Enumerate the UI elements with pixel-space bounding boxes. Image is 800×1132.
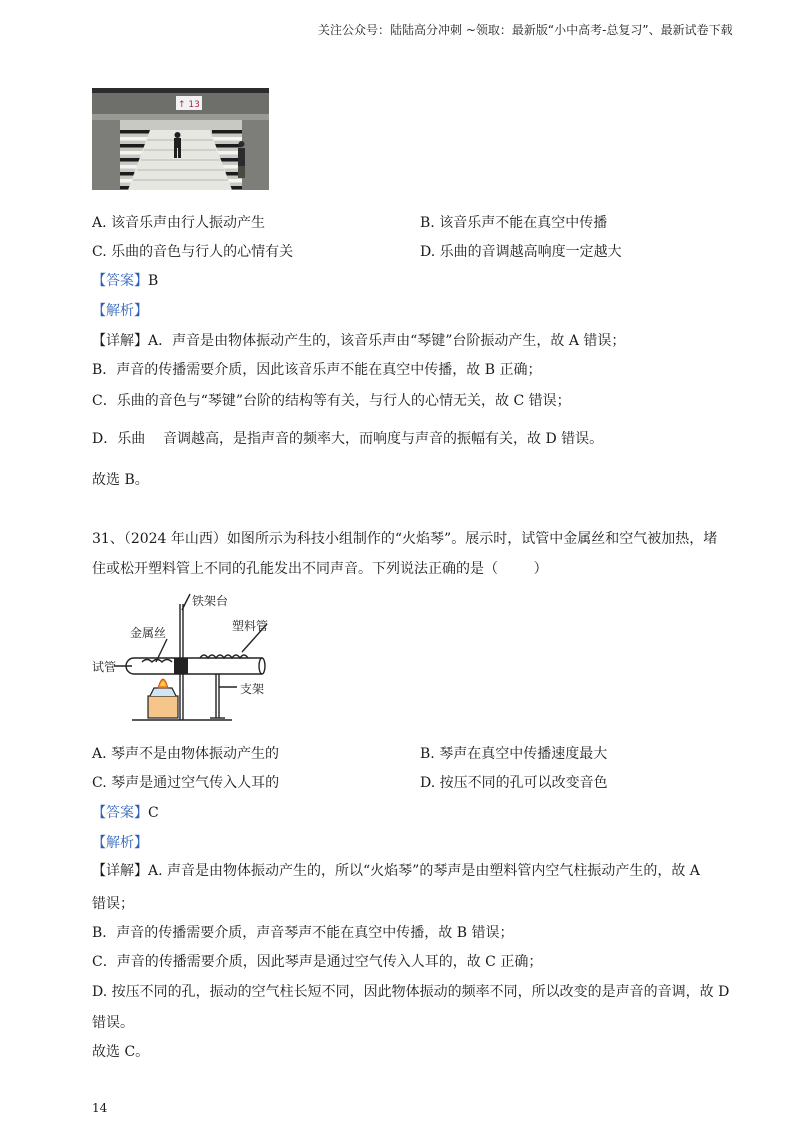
q30-answer-tag: 【答案】 (92, 273, 148, 289)
q31-option-c: C. 琴声是通过空气传入人耳的 (92, 775, 280, 791)
flame-harp-diagram (92, 592, 282, 724)
q31-analysis-tag: 【解析】 (92, 835, 148, 851)
q31-detail-b: B．声音的传播需要介质，声音琴声不能在真空中传播，故 B 错误； (92, 925, 514, 941)
piano-stair-stripe (212, 144, 242, 148)
page-header: 关注公众号：陆陆高分冲刺 ~领取：最新版“小中高考-总复习”、最新试卷下载 (318, 23, 733, 37)
q31-detail-d-2: 错误。 (92, 1015, 134, 1031)
piano-stair-stripe (120, 130, 150, 134)
q30-answer-value: B (148, 273, 159, 289)
q31-answer-tag: 【答案】 (92, 805, 148, 821)
q31-conclusion: 故选 C。 (92, 1044, 150, 1060)
q31-detail-a-text: A. 声音是由物体振动产生的，所以“火焰琴”的琴声是由塑料管内空气柱振动产生的，故 A (148, 863, 700, 879)
q30-conclusion: 故选 B。 (92, 472, 149, 488)
label-metal-wire: 金属丝 (130, 626, 167, 640)
label-plastic-pipe: 塑料管 (232, 619, 269, 633)
q31-detail-c: C．声音的传播需要介质，因此琴声是通过空气传入人耳的，故 C 正确； (92, 954, 543, 970)
q30-option-d: D. 乐曲的音调越高响度一定越大 (420, 244, 622, 260)
q31-stem-line1: 31、（2024 年山西）如图所示为科技小组制作的“火焰琴”。展示时，试管中金属丝和空气被加热，堵 (92, 531, 718, 547)
label-iron-stand: 铁架台 (192, 594, 229, 608)
piano-stairs-photo (92, 88, 269, 190)
q31-detail-a-1 (92, 862, 700, 880)
q30-detail-d: D．乐曲 音调越高，是指声音的频率大，而响度与声音的振幅有关，故 D 错误。 (92, 431, 604, 447)
photo-sign: ↑ 13 (178, 100, 200, 110)
q30-analysis-tag: 【解析】 (92, 303, 148, 319)
q30-answer (92, 272, 158, 290)
q30-option-c: C. 乐曲的音色与行人的心情有关 (92, 244, 294, 260)
q31-detail-a-2: 错误； (92, 896, 134, 912)
page-number: 14 (92, 1101, 108, 1115)
q31-answer-value: C (148, 805, 159, 821)
q31-option-d: D. 按压不同的孔可以改变音色 (420, 775, 608, 791)
q31-stem-line2: 住或松开塑料管上不同的孔能发出不同声音。下列说法正确的是（ ） (92, 561, 548, 577)
q30-option-a: A. 该音乐声由行人振动产生 (92, 215, 266, 231)
label-support: 支架 (240, 682, 265, 696)
q31-answer (92, 804, 159, 822)
q30-detail-b: B．声音的传播需要介质，因此该音乐声不能在真空中传播，故 B 正确； (92, 362, 542, 378)
piano-stair-stripe (120, 137, 150, 141)
q31-detail-d-1: D. 按压不同的孔，振动的空气柱长短不同，因此物体振动的频率不同，所以改变的是声音的音调，故 D (92, 984, 730, 1000)
q30-detail-a (92, 332, 625, 350)
piano-stair-stripe (212, 137, 242, 141)
piano-stair-stripe (212, 130, 242, 134)
q30-option-b: B. 该音乐声不能在真空中传播 (420, 215, 608, 231)
q30-detail-a-text: A．声音是由物体振动产生的，该音乐声由“琴键”台阶振动产生，故 A 错误； (148, 333, 626, 349)
q31-option-b: B. 琴声在真空中传播速度最大 (420, 746, 608, 762)
q31-option-a: A. 琴声不是由物体振动产生的 (92, 746, 280, 762)
q30-detail-tag: 【详解】 (92, 333, 148, 349)
q31-detail-tag: 【详解】 (92, 863, 148, 879)
q30-detail-c: C．乐曲的音色与“琴键”台阶的结构等有关，与行人的心情无关，故 C 错误； (92, 393, 571, 409)
label-test-tube: 试管 (92, 660, 117, 674)
